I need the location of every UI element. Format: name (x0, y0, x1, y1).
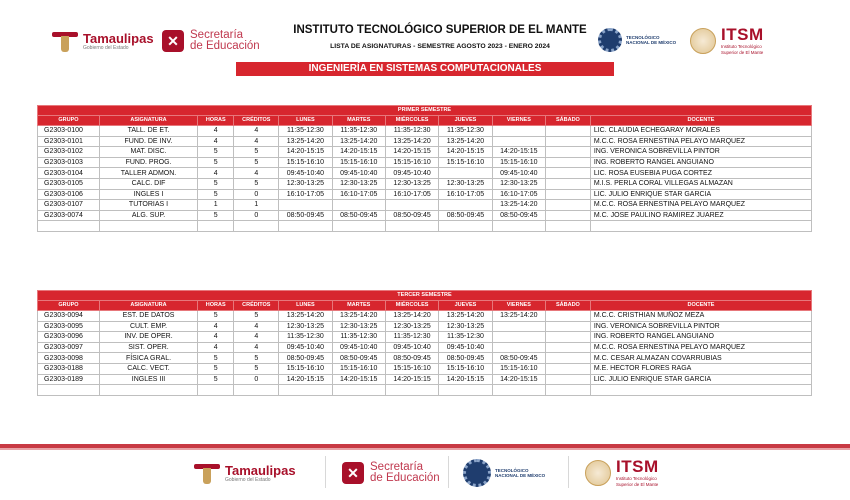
cell-martes: 16:10-17:05 (332, 189, 385, 200)
cell-asignatura: TUTORIAS I (99, 200, 197, 211)
cell-martes: 11:35-12:30 (332, 332, 385, 343)
cell-jueves: 12:30-13:25 (439, 321, 492, 332)
cell-docente: M.C. JOSE PAULINO RAMIREZ JUAREZ (590, 210, 811, 221)
cell-docente: M.C.C. ROSA ERNESTINA PELAYO MARQUEZ (590, 342, 811, 353)
cell-horas: 5 (198, 311, 234, 322)
cell-lunes: 12:30-13:25 (279, 321, 332, 332)
itsm-logo-line2: Superior de El Mante (721, 50, 764, 55)
cell-sabado (546, 363, 591, 374)
semester-header-row (38, 106, 812, 116)
itsm-logo-name: ITSM (721, 25, 764, 44)
cell-martes: 09:45-10:40 (332, 342, 385, 353)
cell-sabado (546, 178, 591, 189)
column-header-creditos: CRÉDITOS (234, 116, 279, 126)
cell-creditos: 4 (234, 126, 279, 137)
table-row (38, 385, 812, 396)
cell-asignatura: FUND. PROG. (99, 157, 197, 168)
column-header-lunes: LUNES (279, 301, 332, 311)
secretaria-x-icon: ✕ (342, 462, 364, 484)
cell-asignatura: TALL. DE ET. (99, 126, 197, 137)
cell-martes: 15:15-16:10 (332, 157, 385, 168)
cell-asignatura: SIST. OPER. (99, 342, 197, 353)
cell-creditos: 0 (234, 374, 279, 385)
column-header-creditos: CRÉDITOS (234, 301, 279, 311)
cell-asignatura: MAT. DISC. (99, 147, 197, 158)
footer-divider (568, 456, 569, 488)
itsm-seal-icon (690, 28, 716, 54)
cell-martes: 15:15-16:10 (332, 363, 385, 374)
cell-creditos: 4 (234, 342, 279, 353)
column-header-asignatura: ASIGNATURA (99, 116, 197, 126)
cell-sabado (546, 157, 591, 168)
cell-miercoles: 15:15-16:10 (385, 363, 438, 374)
cell-horas: 5 (198, 189, 234, 200)
cell-asignatura: FUND. DE INV. (99, 136, 197, 147)
cell-lunes (279, 385, 332, 396)
column-header-jueves: JUEVES (439, 116, 492, 126)
cell-jueves (439, 168, 492, 179)
cell-lunes: 14:20-15:15 (279, 147, 332, 158)
cell-martes (332, 200, 385, 211)
column-header-row (38, 116, 812, 126)
footer-band-light (0, 448, 850, 450)
cell-creditos (234, 385, 279, 396)
cell-sabado (546, 189, 591, 200)
cell-sabado (546, 353, 591, 364)
cell-horas: 4 (198, 332, 234, 343)
table-row (38, 168, 812, 179)
cell-creditos: 0 (234, 210, 279, 221)
cell-jueves: 08:50-09:45 (439, 353, 492, 364)
cell-lunes: 13:25-14:20 (279, 136, 332, 147)
column-header-sabado: SÁBADO (546, 301, 591, 311)
cell-jueves: 12:30-13:25 (439, 178, 492, 189)
cell-horas: 5 (198, 157, 234, 168)
cell-martes: 09:45-10:40 (332, 168, 385, 179)
cell-martes: 13:25-14:20 (332, 311, 385, 322)
column-header-miercoles: MIÉRCOLES (385, 301, 438, 311)
cell-docente: LIC. CLAUDIA ECHEGARAY MORALES (590, 126, 811, 137)
cell-creditos: 5 (234, 178, 279, 189)
cell-jueves: 14:20-15:15 (439, 374, 492, 385)
cell-viernes (492, 385, 545, 396)
cell-grupo: G2303-0100 (38, 126, 100, 137)
cell-docente: ING. VERONICA SOBREVILLA PINTOR (590, 321, 811, 332)
cell-jueves (439, 200, 492, 211)
tamaulipas-logo-subtitle: Gobierno del Estado (83, 44, 129, 51)
cell-viernes: 13:25-14:20 (492, 200, 545, 211)
table-row (38, 157, 812, 168)
cell-lunes: 14:20-15:15 (279, 374, 332, 385)
table-row (38, 210, 812, 221)
cell-viernes: 13:25-14:20 (492, 311, 545, 322)
cell-sabado (546, 126, 591, 137)
cell-viernes: 08:50-09:45 (492, 210, 545, 221)
cell-miercoles: 09:45-10:40 (385, 342, 438, 353)
cell-asignatura: ALG. SUP. (99, 210, 197, 221)
footer-divider (448, 456, 449, 488)
cell-sabado (546, 385, 591, 396)
column-header-miercoles: MIÉRCOLES (385, 116, 438, 126)
cell-miercoles: 13:25-14:20 (385, 311, 438, 322)
column-header-viernes: VIERNES (492, 301, 545, 311)
cell-docente: M.E. HECTOR FLORES RAGA (590, 363, 811, 374)
cell-creditos: 4 (234, 332, 279, 343)
semester-title: PRIMER SEMESTRE (38, 106, 812, 116)
tecnm-logo (598, 28, 676, 52)
column-header-lunes: LUNES (279, 116, 332, 126)
cell-martes (332, 385, 385, 396)
cell-sabado (546, 210, 591, 221)
cell-lunes: 12:30-13:25 (279, 178, 332, 189)
cell-sabado (546, 147, 591, 158)
cell-grupo: G2303-0188 (38, 363, 100, 374)
cell-viernes: 15:15-16:10 (492, 157, 545, 168)
cell-grupo (38, 385, 100, 396)
cell-miercoles (385, 385, 438, 396)
cell-horas: 5 (198, 147, 234, 158)
cell-docente: LIC. ROSA EUSEBIA PUGA CORTEZ (590, 168, 811, 179)
cell-creditos: 5 (234, 147, 279, 158)
cell-jueves: 08:50-09:45 (439, 210, 492, 221)
cell-miercoles: 08:50-09:45 (385, 353, 438, 364)
cell-lunes: 15:15-16:10 (279, 363, 332, 374)
cell-viernes: 08:50-09:45 (492, 353, 545, 364)
cell-lunes: 11:35-12:30 (279, 332, 332, 343)
cell-grupo: G2303-0094 (38, 311, 100, 322)
itsm-logo-line1: Instituto Tecnológico (721, 44, 762, 49)
cell-grupo: G2303-0101 (38, 136, 100, 147)
cell-jueves: 14:20-15:15 (439, 147, 492, 158)
cell-sabado (546, 311, 591, 322)
cell-grupo: G2303-0104 (38, 168, 100, 179)
schedule-table-primer-semestre (37, 105, 812, 232)
footer-tecnm-logo (463, 459, 545, 487)
cell-martes: 14:20-15:15 (332, 147, 385, 158)
cell-creditos (234, 221, 279, 232)
cell-grupo: G2303-0107 (38, 200, 100, 211)
column-header-grupo: GRUPO (38, 116, 100, 126)
cell-sabado (546, 221, 591, 232)
table-row (38, 200, 812, 211)
cell-martes: 13:25-14:20 (332, 136, 385, 147)
cell-docente: LIC. JULIO ENRIQUE STAR GARCIA (590, 374, 811, 385)
cell-jueves (439, 221, 492, 232)
cell-jueves: 13:25-14:20 (439, 311, 492, 322)
cell-creditos: 5 (234, 363, 279, 374)
column-header-jueves: JUEVES (439, 301, 492, 311)
cell-horas: 4 (198, 321, 234, 332)
page-subtitle: LISTA DE ASIGNATURAS - SEMESTRE AGOSTO 2023 - ENERO 2024 (330, 43, 550, 50)
footer-secretaria-line1: Secretaría (370, 461, 424, 473)
secretaria-x-icon: ✕ (162, 30, 184, 52)
cell-lunes (279, 200, 332, 211)
page-title: INSTITUTO TECNOLÓGICO SUPERIOR DE EL MANTE (293, 24, 587, 36)
cell-asignatura (99, 385, 197, 396)
cell-horas: 4 (198, 342, 234, 353)
cell-docente: M.C.C. ROSA ERNESTINA PELAYO MARQUEZ (590, 136, 811, 147)
cell-sabado (546, 342, 591, 353)
footer-divider (325, 456, 326, 488)
cell-viernes (492, 126, 545, 137)
table-row (38, 136, 812, 147)
table-row (38, 147, 812, 158)
cell-asignatura: CULT. EMP. (99, 321, 197, 332)
cell-grupo: G2303-0097 (38, 342, 100, 353)
cell-horas: 4 (198, 168, 234, 179)
cell-viernes (492, 321, 545, 332)
cell-grupo: G2303-0103 (38, 157, 100, 168)
cell-miercoles: 08:50-09:45 (385, 210, 438, 221)
cell-miercoles: 14:20-15:15 (385, 147, 438, 158)
cell-sabado (546, 374, 591, 385)
semester-header-row (38, 291, 812, 301)
column-header-viernes: VIERNES (492, 116, 545, 126)
footer-itsm-line2: Superior de El Mante (616, 482, 659, 487)
cell-asignatura: TALLER ADMON. (99, 168, 197, 179)
cell-asignatura (99, 221, 197, 232)
cell-sabado (546, 136, 591, 147)
itsm-logo (690, 26, 764, 55)
cell-docente: ING. ROBERTO RANGEL ANGUIANO (590, 332, 811, 343)
column-header-asignatura: ASIGNATURA (99, 301, 197, 311)
cell-miercoles: 14:20-15:15 (385, 374, 438, 385)
table-row (38, 311, 812, 322)
cell-jueves: 15:15-16:10 (439, 157, 492, 168)
secretaria-educacion-logo (162, 30, 260, 52)
cell-jueves: 11:35-12:30 (439, 332, 492, 343)
secretaria-logo-line2: de Educación (190, 40, 260, 52)
table-row (38, 374, 812, 385)
cell-miercoles (385, 221, 438, 232)
cell-sabado (546, 332, 591, 343)
cell-horas: 5 (198, 178, 234, 189)
cell-creditos: 4 (234, 168, 279, 179)
cell-grupo: G2303-0095 (38, 321, 100, 332)
footer-tamaulipas-subtitle: Gobierno del Estado (225, 476, 271, 483)
table-row (38, 321, 812, 332)
cell-jueves: 16:10-17:05 (439, 189, 492, 200)
cell-lunes: 08:50-09:45 (279, 353, 332, 364)
cell-horas: 5 (198, 210, 234, 221)
column-header-grupo: GRUPO (38, 301, 100, 311)
cell-asignatura: INV. DE OPER. (99, 332, 197, 343)
cell-lunes: 09:45-10:40 (279, 168, 332, 179)
table-row (38, 189, 812, 200)
table-row (38, 332, 812, 343)
cell-creditos: 0 (234, 189, 279, 200)
cell-miercoles: 11:35-12:30 (385, 332, 438, 343)
footer-itsm-line1: Instituto Tecnológico (616, 476, 657, 481)
table-row (38, 342, 812, 353)
cell-miercoles: 12:30-13:25 (385, 321, 438, 332)
cell-creditos: 4 (234, 321, 279, 332)
cell-miercoles: 11:35-12:30 (385, 126, 438, 137)
footer-tecnm-line1: TECNOLÓGICO (495, 467, 529, 473)
column-header-martes: MARTES (332, 301, 385, 311)
cell-grupo (38, 221, 100, 232)
cell-lunes (279, 221, 332, 232)
cell-lunes: 13:25-14:20 (279, 311, 332, 322)
cell-viernes: 15:15-16:10 (492, 363, 545, 374)
cell-docente: ING. VERONICA SOBREVILLA PINTOR (590, 147, 811, 158)
cell-grupo: G2303-0189 (38, 374, 100, 385)
cell-grupo: G2303-0098 (38, 353, 100, 364)
cell-horas (198, 385, 234, 396)
table-row (38, 363, 812, 374)
cell-horas: 4 (198, 136, 234, 147)
cell-lunes: 08:50-09:45 (279, 210, 332, 221)
cell-horas (198, 221, 234, 232)
cell-creditos: 5 (234, 157, 279, 168)
cell-viernes: 12:30-13:25 (492, 178, 545, 189)
tamaulipas-t-icon (194, 462, 220, 484)
cell-miercoles: 12:30-13:25 (385, 178, 438, 189)
cell-martes: 08:50-09:45 (332, 210, 385, 221)
itsm-seal-icon (585, 460, 611, 486)
tecnm-gear-icon (463, 459, 491, 487)
tamaulipas-t-icon (52, 30, 78, 52)
cell-horas: 5 (198, 363, 234, 374)
cell-grupo: G2303-0105 (38, 178, 100, 189)
cell-docente (590, 221, 811, 232)
secretaria-logo-line1: Secretaría (190, 29, 244, 41)
cell-docente: M.C.C. CRISTHIAN MUÑOZ MEZA (590, 311, 811, 322)
cell-sabado (546, 200, 591, 211)
cell-asignatura: INGLES I (99, 189, 197, 200)
cell-miercoles: 15:15-16:10 (385, 157, 438, 168)
cell-viernes: 14:20-15:15 (492, 147, 545, 158)
cell-martes: 11:35-12:30 (332, 126, 385, 137)
tamaulipas-logo-name: Tamaulipas (83, 30, 154, 46)
cell-martes: 12:30-13:25 (332, 321, 385, 332)
cell-miercoles: 09:45-10:40 (385, 168, 438, 179)
cell-docente: LIC. JULIO ENRIQUE STAR GARCIA (590, 189, 811, 200)
cell-sabado (546, 168, 591, 179)
footer-tamaulipas-name: Tamaulipas (225, 462, 296, 478)
cell-asignatura: EST. DE DATOS (99, 311, 197, 322)
cell-asignatura: CALC. DIF (99, 178, 197, 189)
cell-martes: 12:30-13:25 (332, 178, 385, 189)
table-row (38, 353, 812, 364)
cell-docente: M.C.C. ROSA ERNESTINA PELAYO MARQUEZ (590, 200, 811, 211)
footer-itsm-logo (585, 458, 659, 487)
cell-jueves (439, 385, 492, 396)
schedule-table-tercer-semestre (37, 290, 812, 396)
cell-martes (332, 221, 385, 232)
cell-lunes: 15:15-16:10 (279, 157, 332, 168)
column-header-horas: HORAS (198, 301, 234, 311)
cell-docente (590, 385, 811, 396)
cell-martes: 08:50-09:45 (332, 353, 385, 364)
table-row (38, 221, 812, 232)
cell-sabado (546, 321, 591, 332)
cell-asignatura: FÍSICA GRAL. (99, 353, 197, 364)
career-banner: INGENIERÍA EN SISTEMAS COMPUTACIONALES (236, 62, 614, 76)
table-row (38, 178, 812, 189)
cell-viernes (492, 221, 545, 232)
cell-horas: 1 (198, 200, 234, 211)
cell-grupo: G2303-0074 (38, 210, 100, 221)
cell-miercoles (385, 200, 438, 211)
cell-viernes (492, 332, 545, 343)
table-row (38, 126, 812, 137)
cell-docente: ING. ROBERTO RANGEL ANGUIANO (590, 157, 811, 168)
cell-viernes: 16:10-17:05 (492, 189, 545, 200)
cell-horas: 5 (198, 374, 234, 385)
cell-viernes: 14:20-15:15 (492, 374, 545, 385)
column-header-martes: MARTES (332, 116, 385, 126)
footer-tamaulipas-logo (194, 462, 296, 484)
cell-lunes: 16:10-17:05 (279, 189, 332, 200)
cell-jueves: 15:15-16:10 (439, 363, 492, 374)
cell-creditos: 1 (234, 200, 279, 211)
cell-docente: M.C. CESAR ALMAZAN COVARRUBIAS (590, 353, 811, 364)
cell-creditos: 5 (234, 353, 279, 364)
tecnm-logo-line2: NACIONAL DE MÉXICO (626, 40, 677, 45)
cell-horas: 5 (198, 353, 234, 364)
column-header-horas: HORAS (198, 116, 234, 126)
cell-asignatura: CALC. VECT. (99, 363, 197, 374)
cell-grupo: G2303-0096 (38, 332, 100, 343)
column-header-sabado: SÁBADO (546, 116, 591, 126)
cell-lunes: 09:45-10:40 (279, 342, 332, 353)
cell-docente: M.I.S. PERLA CORAL VILLEGAS ALMAZAN (590, 178, 811, 189)
cell-asignatura: INGLES III (99, 374, 197, 385)
cell-creditos: 5 (234, 311, 279, 322)
cell-jueves: 09:45-10:40 (439, 342, 492, 353)
cell-lunes: 11:35-12:30 (279, 126, 332, 137)
column-header-docente: DOCENTE (590, 301, 811, 311)
column-header-docente: DOCENTE (590, 116, 811, 126)
cell-viernes (492, 136, 545, 147)
cell-jueves: 13:25-14:20 (439, 136, 492, 147)
footer-secretaria-line2: de Educación (370, 472, 440, 484)
footer-secretaria-logo (342, 462, 440, 484)
footer-itsm-name: ITSM (616, 457, 659, 476)
cell-miercoles: 13:25-14:20 (385, 136, 438, 147)
cell-grupo: G2303-0102 (38, 147, 100, 158)
column-header-row (38, 301, 812, 311)
tecnm-logo-line1: TECNOLÓGICO (626, 34, 660, 40)
cell-horas: 4 (198, 126, 234, 137)
footer-tecnm-line2: NACIONAL DE MÉXICO (495, 473, 546, 478)
tamaulipas-logo (52, 30, 154, 52)
cell-martes: 14:20-15:15 (332, 374, 385, 385)
cell-viernes (492, 342, 545, 353)
cell-jueves: 11:35-12:30 (439, 126, 492, 137)
cell-grupo: G2303-0106 (38, 189, 100, 200)
semester-title: TERCER SEMESTRE (38, 291, 812, 301)
cell-miercoles: 16:10-17:05 (385, 189, 438, 200)
cell-creditos: 4 (234, 136, 279, 147)
cell-viernes: 09:45-10:40 (492, 168, 545, 179)
tecnm-gear-icon (598, 28, 622, 52)
